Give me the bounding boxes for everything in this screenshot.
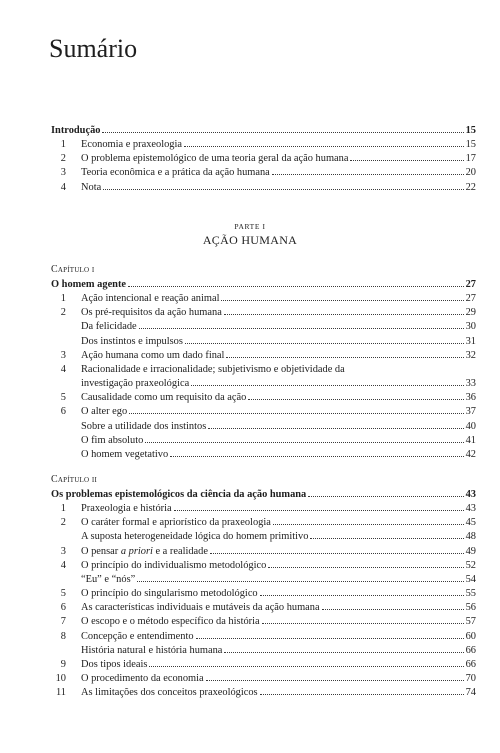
toc-item[interactable] — [46, 545, 476, 559]
toc-item[interactable] — [46, 686, 476, 700]
toc-page-number: 40 — [465, 420, 476, 432]
toc-item[interactable] — [46, 420, 476, 434]
dot-leader — [210, 553, 464, 554]
toc-page-number: 22 — [465, 181, 476, 193]
toc-item-title: Praxeologia e história — [81, 503, 172, 515]
toc-item-number: 2 — [60, 517, 66, 529]
toc-item-number: 4 — [60, 181, 66, 193]
dot-leader — [248, 399, 463, 400]
toc-heading-chapter-1[interactable] — [51, 278, 476, 292]
toc-page-number: 74 — [465, 687, 476, 699]
toc-item-title: Introdução — [51, 125, 101, 136]
toc-item-title: O homem vegetativo — [81, 448, 169, 460]
toc-item[interactable] — [46, 530, 476, 544]
dot-leader — [226, 357, 463, 358]
toc-item[interactable] — [46, 672, 476, 686]
toc-item-title: Economia e praxeologia — [81, 139, 182, 151]
toc-item-title: O problema epistemológico de uma teoria geral da ação humana — [81, 153, 349, 165]
toc-page-number: 70 — [465, 672, 476, 684]
dot-leader — [272, 174, 464, 175]
toc-page-number: 43 — [465, 489, 476, 500]
toc-item-title: O alter ego — [81, 406, 128, 418]
dot-leader — [206, 680, 464, 681]
toc-item-title: Ação humana como um dado final — [81, 349, 225, 361]
dot-leader — [322, 609, 464, 610]
toc-page-number: 27 — [465, 293, 476, 305]
toc-item-title: História natural e história humana — [81, 644, 223, 656]
toc-page-number: 31 — [465, 335, 476, 347]
toc-item-title: Racionalidade e irracionalidade; subjetivismo e objetividade da — [81, 363, 345, 375]
toc-item[interactable] — [46, 516, 476, 530]
toc-item[interactable] — [46, 434, 476, 448]
dot-leader — [221, 300, 463, 301]
toc-item-number: 6 — [60, 406, 66, 418]
toc-page-number: 57 — [465, 616, 476, 628]
toc-item-number: 10 — [55, 672, 66, 684]
toc-item-number: 5 — [60, 588, 66, 600]
toc-item-title: O princípio do individualismo metodológico — [81, 559, 267, 571]
toc-item-title: Os pré-requisitos da ação humana — [81, 307, 222, 319]
toc-item-title: Os problemas epistemológicos da ciência da ação humana — [51, 489, 307, 500]
toc-item-title: Concepção e entendimento — [81, 630, 194, 642]
page-title: Sumário — [49, 34, 138, 63]
toc-page-number: 15 — [465, 139, 476, 151]
toc-item[interactable] — [46, 658, 476, 672]
dot-leader — [145, 442, 463, 443]
toc-item[interactable] — [46, 587, 476, 601]
dot-leader — [102, 132, 463, 133]
toc-item-title: O escopo e o método específico da história — [81, 616, 260, 628]
toc-item-title: O pensar a priori e a realidade — [81, 545, 208, 557]
toc-item[interactable] — [46, 391, 476, 405]
toc-item-title: As limitações dos conceitos praxeológicos — [81, 687, 258, 699]
dot-leader — [139, 328, 464, 329]
dot-leader — [196, 638, 464, 639]
toc-page-number: 27 — [465, 279, 476, 290]
toc-item[interactable] — [46, 615, 476, 629]
toc-page-number: 17 — [465, 153, 476, 165]
toc-page-number: 49 — [465, 545, 476, 557]
toc-item[interactable] — [46, 166, 476, 180]
toc-item-title: Sobre a utilidade dos instintos — [81, 420, 207, 432]
toc-item-title: O caráter formal e apriorístico da praxeologia — [81, 517, 271, 529]
dot-leader — [224, 652, 463, 653]
dot-leader — [310, 538, 463, 539]
toc-item-title: O princípio do singularismo metodológico — [81, 588, 258, 600]
toc-item-title: O fim absoluto — [81, 434, 144, 446]
toc-page-number: 29 — [465, 307, 476, 319]
toc-item[interactable] — [46, 502, 476, 516]
toc-heading-chapter-2[interactable] — [51, 488, 476, 502]
toc-page-number: 33 — [465, 378, 476, 390]
part-title: AÇÃO HUMANA — [202, 233, 298, 247]
toc-item[interactable] — [46, 306, 476, 320]
part-label: PARTE I — [234, 222, 266, 231]
toc-item-number: 8 — [60, 630, 66, 642]
toc-item-title: As características individuais e mutáveis da ação humana — [81, 602, 320, 614]
dot-leader — [260, 694, 464, 695]
toc-page-number: 36 — [465, 392, 476, 404]
toc-page-number: 15 — [465, 125, 476, 136]
chapter-1-label: Capítulo i — [51, 264, 95, 275]
toc-item[interactable] — [46, 320, 476, 334]
toc-item[interactable] — [46, 644, 476, 658]
toc-item[interactable] — [46, 335, 476, 349]
toc-item[interactable] — [46, 448, 476, 462]
dot-leader — [184, 146, 464, 147]
toc-item-title: Nota — [81, 181, 102, 193]
toc-page-number: 43 — [465, 503, 476, 515]
toc-item[interactable] — [46, 630, 476, 644]
dot-leader — [224, 314, 464, 315]
dot-leader — [185, 343, 464, 344]
toc-page-number: 45 — [465, 517, 476, 529]
toc-item-number: 2 — [60, 153, 66, 165]
dot-leader — [149, 666, 463, 667]
toc-page-number: 55 — [465, 588, 476, 600]
toc-item-number: 1 — [60, 139, 66, 151]
toc-item-title: Causalidade como um requisito da ação — [81, 392, 247, 404]
toc-item-title: O procedimento da economia — [81, 672, 204, 684]
toc-item[interactable] — [46, 363, 476, 377]
dot-leader — [170, 456, 463, 457]
dot-leader — [308, 496, 463, 497]
toc-item[interactable] — [46, 292, 476, 306]
toc-item-number: 3 — [60, 167, 66, 179]
toc-item-number: 2 — [60, 307, 66, 319]
toc-item[interactable] — [46, 152, 476, 166]
toc-heading-introducao[interactable] — [51, 124, 476, 138]
toc-item-number: 4 — [60, 363, 66, 375]
toc-item-title: Dos tipos ideais — [81, 658, 148, 670]
dot-leader — [262, 623, 464, 624]
toc-page-number: 54 — [465, 573, 476, 585]
toc-item-number: 9 — [60, 658, 66, 670]
toc-item[interactable] — [46, 405, 476, 419]
dot-leader — [268, 567, 463, 568]
toc-item-title: Da felicidade — [81, 321, 137, 333]
toc-item-number: 4 — [60, 559, 66, 571]
toc-item-title: O homem agente — [51, 279, 127, 290]
dot-leader — [129, 413, 463, 414]
toc-item[interactable] — [46, 138, 476, 152]
toc-item[interactable] — [46, 377, 476, 391]
toc-item-number: 1 — [60, 293, 66, 305]
dot-leader — [128, 286, 464, 287]
dot-leader — [273, 524, 464, 525]
toc-item-number: 3 — [60, 349, 66, 361]
toc-item-number: 7 — [60, 616, 66, 628]
toc-page-number: 48 — [465, 531, 476, 543]
toc-page-number: 30 — [465, 321, 476, 333]
dot-leader — [191, 385, 463, 386]
dot-leader — [174, 510, 464, 511]
toc-item-title: Ação intencional e reação animal — [81, 293, 220, 305]
toc-item-number: 11 — [55, 687, 66, 699]
toc-page-number: 20 — [465, 167, 476, 179]
toc-page-number: 66 — [465, 644, 476, 656]
dot-leader — [260, 595, 464, 596]
toc-page-number: 66 — [465, 658, 476, 670]
toc-page-number: 42 — [465, 448, 476, 460]
toc-item-number: 3 — [60, 545, 66, 557]
toc-page-number: 32 — [465, 349, 476, 361]
toc-page-number: 37 — [465, 406, 476, 418]
toc-item[interactable] — [46, 601, 476, 615]
toc-page-number: 52 — [465, 559, 476, 571]
toc-page-number: 56 — [465, 602, 476, 614]
toc-item[interactable] — [46, 559, 476, 573]
toc-page-number: 41 — [465, 434, 476, 446]
toc-item-number: 5 — [60, 392, 66, 404]
toc-item-title: Teoria econômica e a prática da ação humana — [81, 167, 270, 179]
dot-leader — [137, 581, 463, 582]
toc-item-title: investigação praxeológica — [81, 378, 190, 390]
dot-leader — [103, 189, 463, 190]
toc-item[interactable] — [46, 573, 476, 587]
toc-page-number: 60 — [465, 630, 476, 642]
toc-item-title: Dos instintos e impulsos — [81, 335, 183, 347]
toc-item-number: 1 — [60, 503, 66, 515]
toc-item-number: 6 — [60, 602, 66, 614]
dot-leader — [350, 160, 463, 161]
toc-item-title: A suposta heterogeneidade lógica do homem primitivo — [81, 531, 309, 543]
dot-leader — [208, 428, 463, 429]
toc-item[interactable] — [46, 181, 476, 195]
chapter-2-label: Capítulo ii — [51, 474, 97, 485]
toc-item-title: “Eu” e “nós” — [81, 573, 136, 585]
toc-item[interactable] — [46, 349, 476, 363]
